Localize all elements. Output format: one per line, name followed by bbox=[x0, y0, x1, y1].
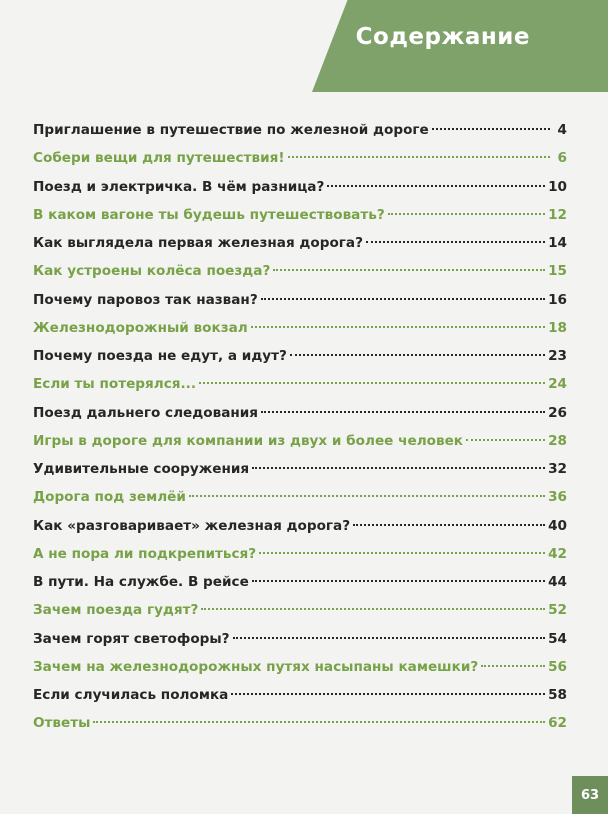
toc-entry[interactable] bbox=[33, 518, 567, 546]
dot-leader bbox=[366, 241, 545, 243]
toc-entry-title: Железнодорожный вокзал bbox=[33, 319, 248, 336]
page-number-badge: 63 bbox=[572, 776, 608, 814]
dot-leader bbox=[201, 608, 545, 610]
toc-entry[interactable] bbox=[33, 546, 567, 574]
toc-entry[interactable] bbox=[33, 687, 567, 715]
toc-entry-title: В пути. На службе. В рейсе bbox=[33, 574, 249, 590]
toc-entry[interactable] bbox=[33, 631, 567, 659]
toc-entry[interactable] bbox=[33, 433, 567, 461]
dot-leader bbox=[388, 213, 545, 215]
toc-entry-page-number: 16 bbox=[548, 291, 567, 308]
toc-entry-title: Если ты потерялся... bbox=[33, 376, 196, 393]
toc-entry-page-number: 62 bbox=[548, 715, 567, 732]
toc-entry-title: Поезд и электричка. В чём разница? bbox=[33, 178, 325, 195]
dot-leader bbox=[189, 495, 545, 497]
toc-entry-title: Если случилась поломка bbox=[33, 687, 229, 703]
toc-entry-title: Удивительные сооружения bbox=[33, 461, 250, 477]
toc-entry-title: Собери вещи для путешествия! bbox=[33, 150, 285, 167]
toc-entry-page-number: 54 bbox=[548, 630, 567, 647]
toc-entry-title: Зачем на железнодорожных путях насыпаны камешки? bbox=[33, 658, 479, 675]
toc-entry-title: Как устроены колёса поезда? bbox=[33, 263, 271, 280]
toc-entry-title: Зачем поезда гудят? bbox=[33, 602, 199, 619]
toc-entry-title: Игры в дороге для компании из двух и более человек bbox=[33, 432, 464, 449]
toc-entry[interactable] bbox=[33, 263, 567, 291]
page-title: Содержание bbox=[355, 24, 530, 50]
toc-entry[interactable] bbox=[33, 292, 567, 320]
dot-leader bbox=[261, 411, 545, 413]
toc-entry[interactable] bbox=[33, 461, 567, 489]
dot-leader bbox=[273, 269, 545, 271]
dot-leader bbox=[231, 693, 545, 695]
toc-entry[interactable] bbox=[33, 122, 567, 150]
toc-entry[interactable] bbox=[33, 602, 567, 630]
toc-entry-title: Зачем горят светофоры? bbox=[33, 630, 230, 647]
toc-entry[interactable] bbox=[33, 320, 567, 348]
dot-leader bbox=[353, 524, 545, 526]
toc-entry-page-number: 28 bbox=[548, 432, 567, 449]
dot-leader bbox=[252, 580, 545, 582]
toc-entry-page-number: 14 bbox=[548, 235, 567, 251]
toc-entry[interactable] bbox=[33, 348, 567, 376]
toc-entry-title: Ответы bbox=[33, 715, 91, 732]
dot-leader bbox=[327, 185, 545, 187]
dot-leader bbox=[251, 326, 545, 328]
dot-leader bbox=[252, 467, 545, 469]
toc-entry-title: Как «разговаривает» железная дорога? bbox=[33, 517, 351, 534]
toc-entry-page-number: 4 bbox=[557, 122, 567, 138]
toc-entry[interactable] bbox=[33, 207, 567, 235]
dot-leader bbox=[93, 721, 545, 723]
toc-entry[interactable] bbox=[33, 376, 567, 404]
toc-entry[interactable] bbox=[33, 489, 567, 517]
toc-entry-page-number: 52 bbox=[548, 602, 567, 619]
toc-entry-page-number: 36 bbox=[548, 489, 567, 506]
toc-entry-page-number: 6 bbox=[557, 150, 567, 167]
toc-entry-page-number: 12 bbox=[548, 206, 567, 223]
toc-entry-page-number: 56 bbox=[548, 658, 567, 675]
toc-entry[interactable] bbox=[33, 574, 567, 602]
dot-leader bbox=[432, 128, 550, 130]
toc-entry-title: В каком вагоне ты будешь путешествовать? bbox=[33, 206, 385, 223]
toc-entry[interactable] bbox=[33, 235, 567, 263]
toc-entry[interactable] bbox=[33, 150, 567, 178]
toc-entry-page-number: 32 bbox=[548, 461, 567, 477]
toc-entry-title: Почему поезда не едут, а идут? bbox=[33, 348, 287, 364]
toc-entry-page-number: 23 bbox=[548, 348, 567, 364]
dot-leader bbox=[466, 439, 545, 441]
dot-leader bbox=[233, 637, 546, 639]
table-of-contents bbox=[33, 122, 567, 744]
dot-leader bbox=[261, 298, 545, 300]
toc-entry-title: Дорога под землёй bbox=[33, 489, 186, 506]
toc-entry-title: А не пора ли подкрепиться? bbox=[33, 545, 257, 562]
toc-entry-title: Как выглядела первая железная дорога? bbox=[33, 235, 363, 251]
toc-entry[interactable] bbox=[33, 405, 567, 433]
toc-entry-page-number: 40 bbox=[548, 517, 567, 534]
toc-entry-page-number: 26 bbox=[548, 404, 567, 421]
toc-entry-title: Поезд дальнего следования bbox=[33, 404, 259, 421]
toc-entry-page-number: 42 bbox=[548, 545, 567, 562]
toc-entry-page-number: 58 bbox=[548, 687, 567, 703]
toc-entry-page-number: 44 bbox=[548, 574, 567, 590]
dot-leader bbox=[288, 156, 550, 158]
toc-entry-page-number: 15 bbox=[548, 263, 567, 280]
toc-entry-page-number: 24 bbox=[548, 376, 567, 393]
dot-leader bbox=[259, 552, 545, 554]
toc-entry-title: Почему паровоз так назван? bbox=[33, 291, 258, 308]
dot-leader bbox=[481, 665, 545, 667]
toc-entry-title: Приглашение в путешествие по железной дороге bbox=[33, 122, 429, 138]
toc-entry[interactable] bbox=[33, 659, 567, 687]
toc-entry[interactable] bbox=[33, 715, 567, 743]
toc-entry-page-number: 10 bbox=[548, 178, 567, 195]
toc-entry-page-number: 18 bbox=[548, 319, 567, 336]
dot-leader bbox=[290, 354, 545, 356]
toc-entry[interactable] bbox=[33, 179, 567, 207]
dot-leader bbox=[199, 382, 545, 384]
